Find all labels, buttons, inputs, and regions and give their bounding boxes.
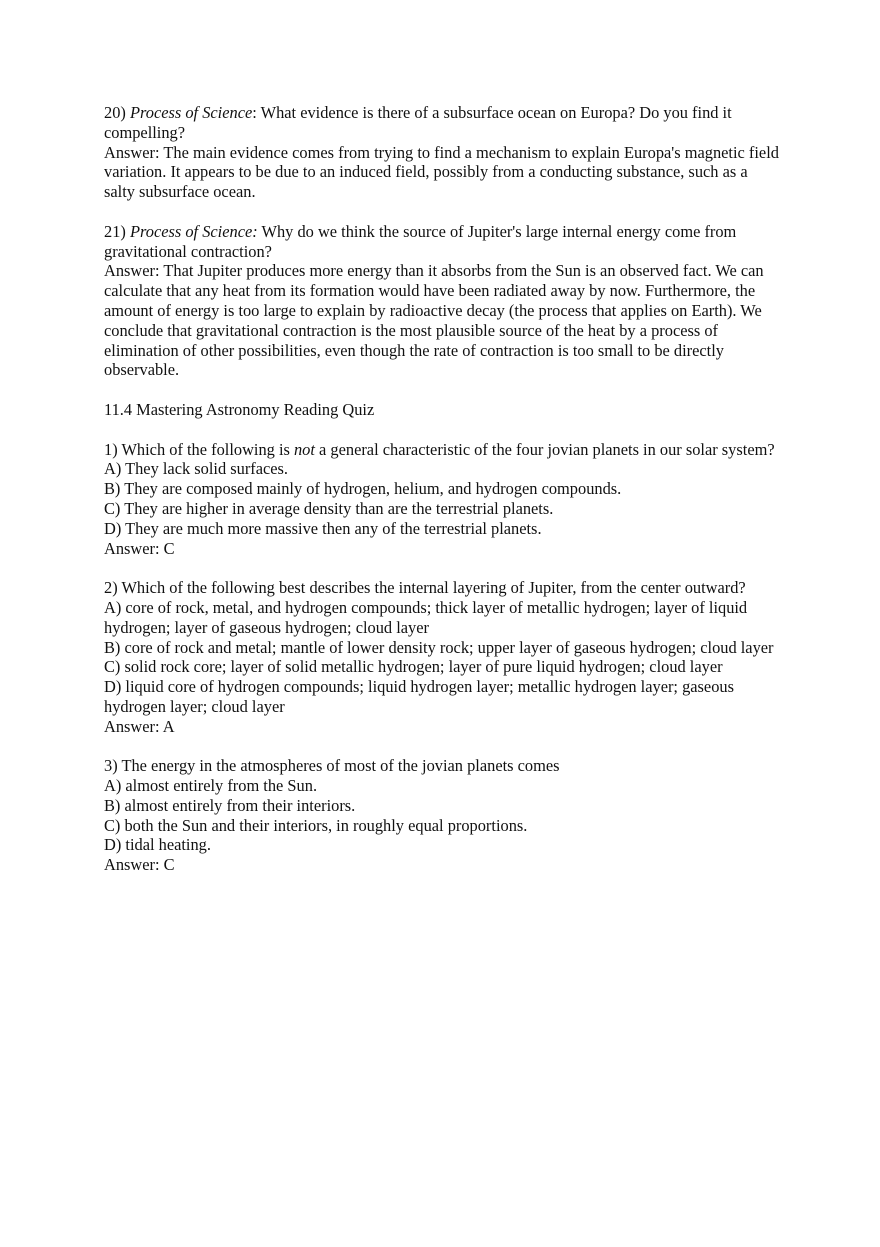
quiz-option-d: D) They are much more massive then any of the terrestrial planets.	[104, 518, 542, 538]
quiz-question-number: 1)	[104, 439, 118, 459]
quiz-option-a: A) almost entirely from the Sun.	[104, 776, 318, 796]
quiz-answer: Answer: A	[104, 716, 175, 736]
question-20-answer	[104, 143, 780, 202]
quiz-stem-after: a general characteristic of the four jovian planets in our solar system?	[314, 439, 775, 459]
quiz-question-stem	[104, 440, 780, 460]
quiz-option-b: B) They are composed mainly of hydrogen, helium, and hydrogen compounds.	[104, 479, 622, 499]
question-20-text	[104, 103, 780, 143]
quiz-option-a: A) They lack solid surfaces.	[104, 459, 289, 479]
quiz-question-number: 3)	[104, 756, 118, 776]
question-topic: Process of Science:	[129, 221, 258, 241]
quiz-option-b: B) almost entirely from their interiors.	[104, 795, 356, 815]
question-21	[104, 222, 780, 380]
question-21-text	[104, 222, 780, 262]
quiz-answer: Answer: C	[104, 855, 175, 875]
question-number: 20)	[104, 103, 126, 122]
question-21-answer	[104, 261, 780, 380]
answer-label: Answer:	[104, 142, 160, 162]
quiz-stem-before: The energy in the atmospheres of most of the jovian planets comes	[117, 756, 560, 776]
quiz-option-c: C) solid rock core; layer of solid metallic hydrogen; layer of pure liquid hydrogen; cloud layer	[104, 657, 723, 677]
quiz-option-a: A) core of rock, metal, and hydrogen compounds; thick layer of metallic hydrogen; layer of liquid hydrogen; layer of gaseous hydrogen; cloud layer	[104, 597, 748, 637]
answer-body: The main evidence comes from trying to find a mechanism to explain Europa's magnetic field variation. It appears to be due to an induced field, possibly from a conducting substance, such as a salty subsurface ocean.	[104, 142, 779, 202]
quiz-question-1	[104, 440, 780, 559]
quiz-option-c: C) They are higher in average density than are the terrestrial planets.	[104, 498, 554, 518]
quiz-stem-before: Which of the following is	[117, 439, 294, 459]
quiz-question-2	[104, 578, 780, 736]
question-body: What evidence is there of a subsurface ocean on Europa? Do you find it compelling?	[104, 103, 732, 142]
quiz-question-number: 2)	[104, 578, 118, 598]
quiz-option-d: D) tidal heating.	[104, 835, 211, 855]
quiz-question-3	[104, 756, 780, 875]
quiz-question-stem	[104, 578, 780, 598]
question-20	[104, 103, 780, 202]
quiz-option-d: D) liquid core of hydrogen compounds; liquid hydrogen layer; metallic hydrogen layer; gaseous hydrogen layer; cloud layer	[104, 677, 734, 716]
quiz-stem-emphasis: not	[293, 439, 315, 459]
question-topic-separator: :	[252, 103, 257, 122]
question-topic: Process of Science	[129, 103, 253, 122]
quiz-section-heading: 11.4 Mastering Astronomy Reading Quiz	[104, 399, 375, 419]
question-body: Why do we think the source of Jupiter's large internal energy come from gravitational contraction?	[104, 221, 737, 261]
quiz-question-stem	[104, 756, 780, 776]
question-number: 21)	[104, 221, 126, 241]
quiz-option-c: C) both the Sun and their interiors, in roughly equal proportions.	[104, 815, 528, 835]
answer-label: Answer:	[104, 261, 160, 281]
quiz-option-b: B) core of rock and metal; mantle of lower density rock; upper layer of gaseous hydrogen; cloud layer	[104, 637, 774, 657]
quiz-stem-before: Which of the following best describes the internal layering of Jupiter, from the center outward?	[117, 578, 746, 598]
quiz-answer: Answer: C	[104, 538, 175, 558]
answer-body: That Jupiter produces more energy than it absorbs from the Sun is an observed fact. We can calculate that any heat from its formation would have been radiated away by now. Furthermore, the amount of energy is too large to explain by radioactive decay (the process that applies on Earth). We conclude that gravitational contraction is the most plausible source of the heat by a process of elimination of other possibilities, even though the rate of contraction is too small to be directly observable.	[104, 261, 764, 380]
document-page	[104, 103, 780, 895]
